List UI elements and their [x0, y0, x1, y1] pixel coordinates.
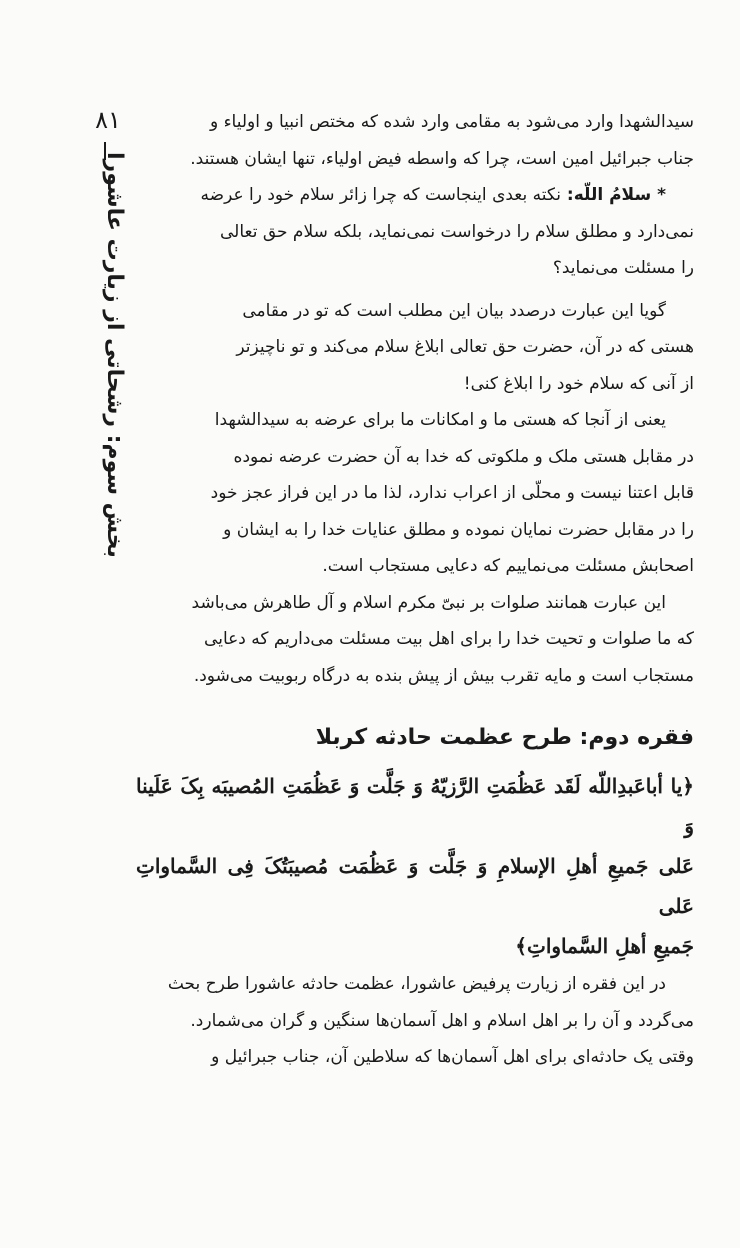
text-line: این عبارت همانند صلوات بر نبیّ مکرم اسلام و آل طاهرش می‌باشد: [191, 592, 666, 613]
text-line: یعنی از آنجا که هستی ما و امکانات ما برای عرضه به سیدالشهدا: [214, 410, 666, 430]
text-line: گویا این عبارت درصدد بیان این مطلب است که تو در مقامی: [242, 300, 666, 321]
text-line: می‌گردد و آن را بر اهل اسلام و اهل آسمان‌ها سنگین و گران می‌شمارد.: [190, 1010, 694, 1031]
paragraph: [136, 177, 694, 287]
paragraph: [136, 104, 694, 177]
salam-allah-heading: * سلامُ اللّه:: [561, 185, 666, 205]
paragraph: [136, 293, 694, 403]
paragraph: [136, 966, 694, 1076]
text-line: قابل اعتنا نیست و محلّی از اعراب ندارد، لذا ما در این فراز عجز خود: [210, 483, 694, 503]
paragraph: [136, 585, 694, 695]
text-line: جناب جبرائیل امین است، چرا که واسطه فیض اولیاء، تنها ایشان هستند.: [190, 148, 694, 169]
text-line: اصحابش مسئلت می‌نماییم که دعایی مستجاب است.: [322, 556, 694, 576]
text-line: سیدالشهدا وارد می‌شود به مقامی وارد شده که مختص انبیا و اولیاء و: [209, 112, 694, 132]
page-number: ۸۱: [95, 106, 121, 134]
text-line: در مقابل هستی ملک و ملکوتی که خدا به آن حضرت عرضه نموده: [233, 446, 694, 467]
text-line: وقتی یک حادثه‌ای برای اهل آسمان‌ها که سلاطین آن، جناب جبرائیل و: [211, 1047, 694, 1067]
text-line: مستجاب است و مایه تقرب بیش از پیش بنده به درگاه ربوبیت می‌شود.: [193, 665, 694, 686]
text-line: نکته بعدی اینجاست که چرا زائر سلام خود را عرضه: [200, 185, 561, 205]
text-line: در این فقره از زیارت پرفیض عاشورا، عظمت حادثه عاشورا طرح بحث: [167, 974, 666, 994]
text-line: را در مقابل حضرت نمایان نموده و مطلق عنایات خدا را به ایشان و: [223, 519, 694, 540]
ziyarat-quote: [136, 766, 694, 966]
text-line: را مسئلت می‌نماید؟: [552, 258, 694, 278]
text-line: هستی که در آن، حضرت حق تعالی ابلاغ سلام می‌کند و تو ناچیزتر: [236, 337, 694, 357]
running-header: بخش سوم: رشحاتی از زیارت عاشورا: [102, 152, 127, 558]
quote-line: جَمیعِ أهلِ السَّماواتِ﴾: [515, 934, 694, 958]
section-title: فقره دوم: طرح عظمت حادثه کربلا: [315, 725, 694, 750]
text-line: نمی‌دارد و مطلق سلام را درخواست نمی‌نماید، بلکه سلام حق تعالی: [219, 221, 694, 242]
quote-line: عَلی جَمیعِ أهلِ الإسلامِ وَ جَلَّت وَ عَظُمَت مُصیبَتُکَ فِی السَّماواتِ عَلی: [136, 854, 694, 918]
quote-line: ﴿یا أباعَبدِاللّه لَقَد عَظُمَتِ الرَّزیّهُ وَ جَلَّت وَ عَظُمَتِ المُصیبَه بِکَ عَلَینا وَ: [136, 774, 694, 838]
text-line: که ما صلوات و تحیت خدا را برای اهل بیت مسئلت می‌داریم که دعایی: [204, 629, 694, 649]
text-line: از آنی که سلام خود را ابلاغ کنی!: [463, 373, 694, 394]
page-body: [136, 104, 694, 1076]
text-line-with-lead: [136, 177, 694, 214]
paragraph: [136, 402, 694, 585]
